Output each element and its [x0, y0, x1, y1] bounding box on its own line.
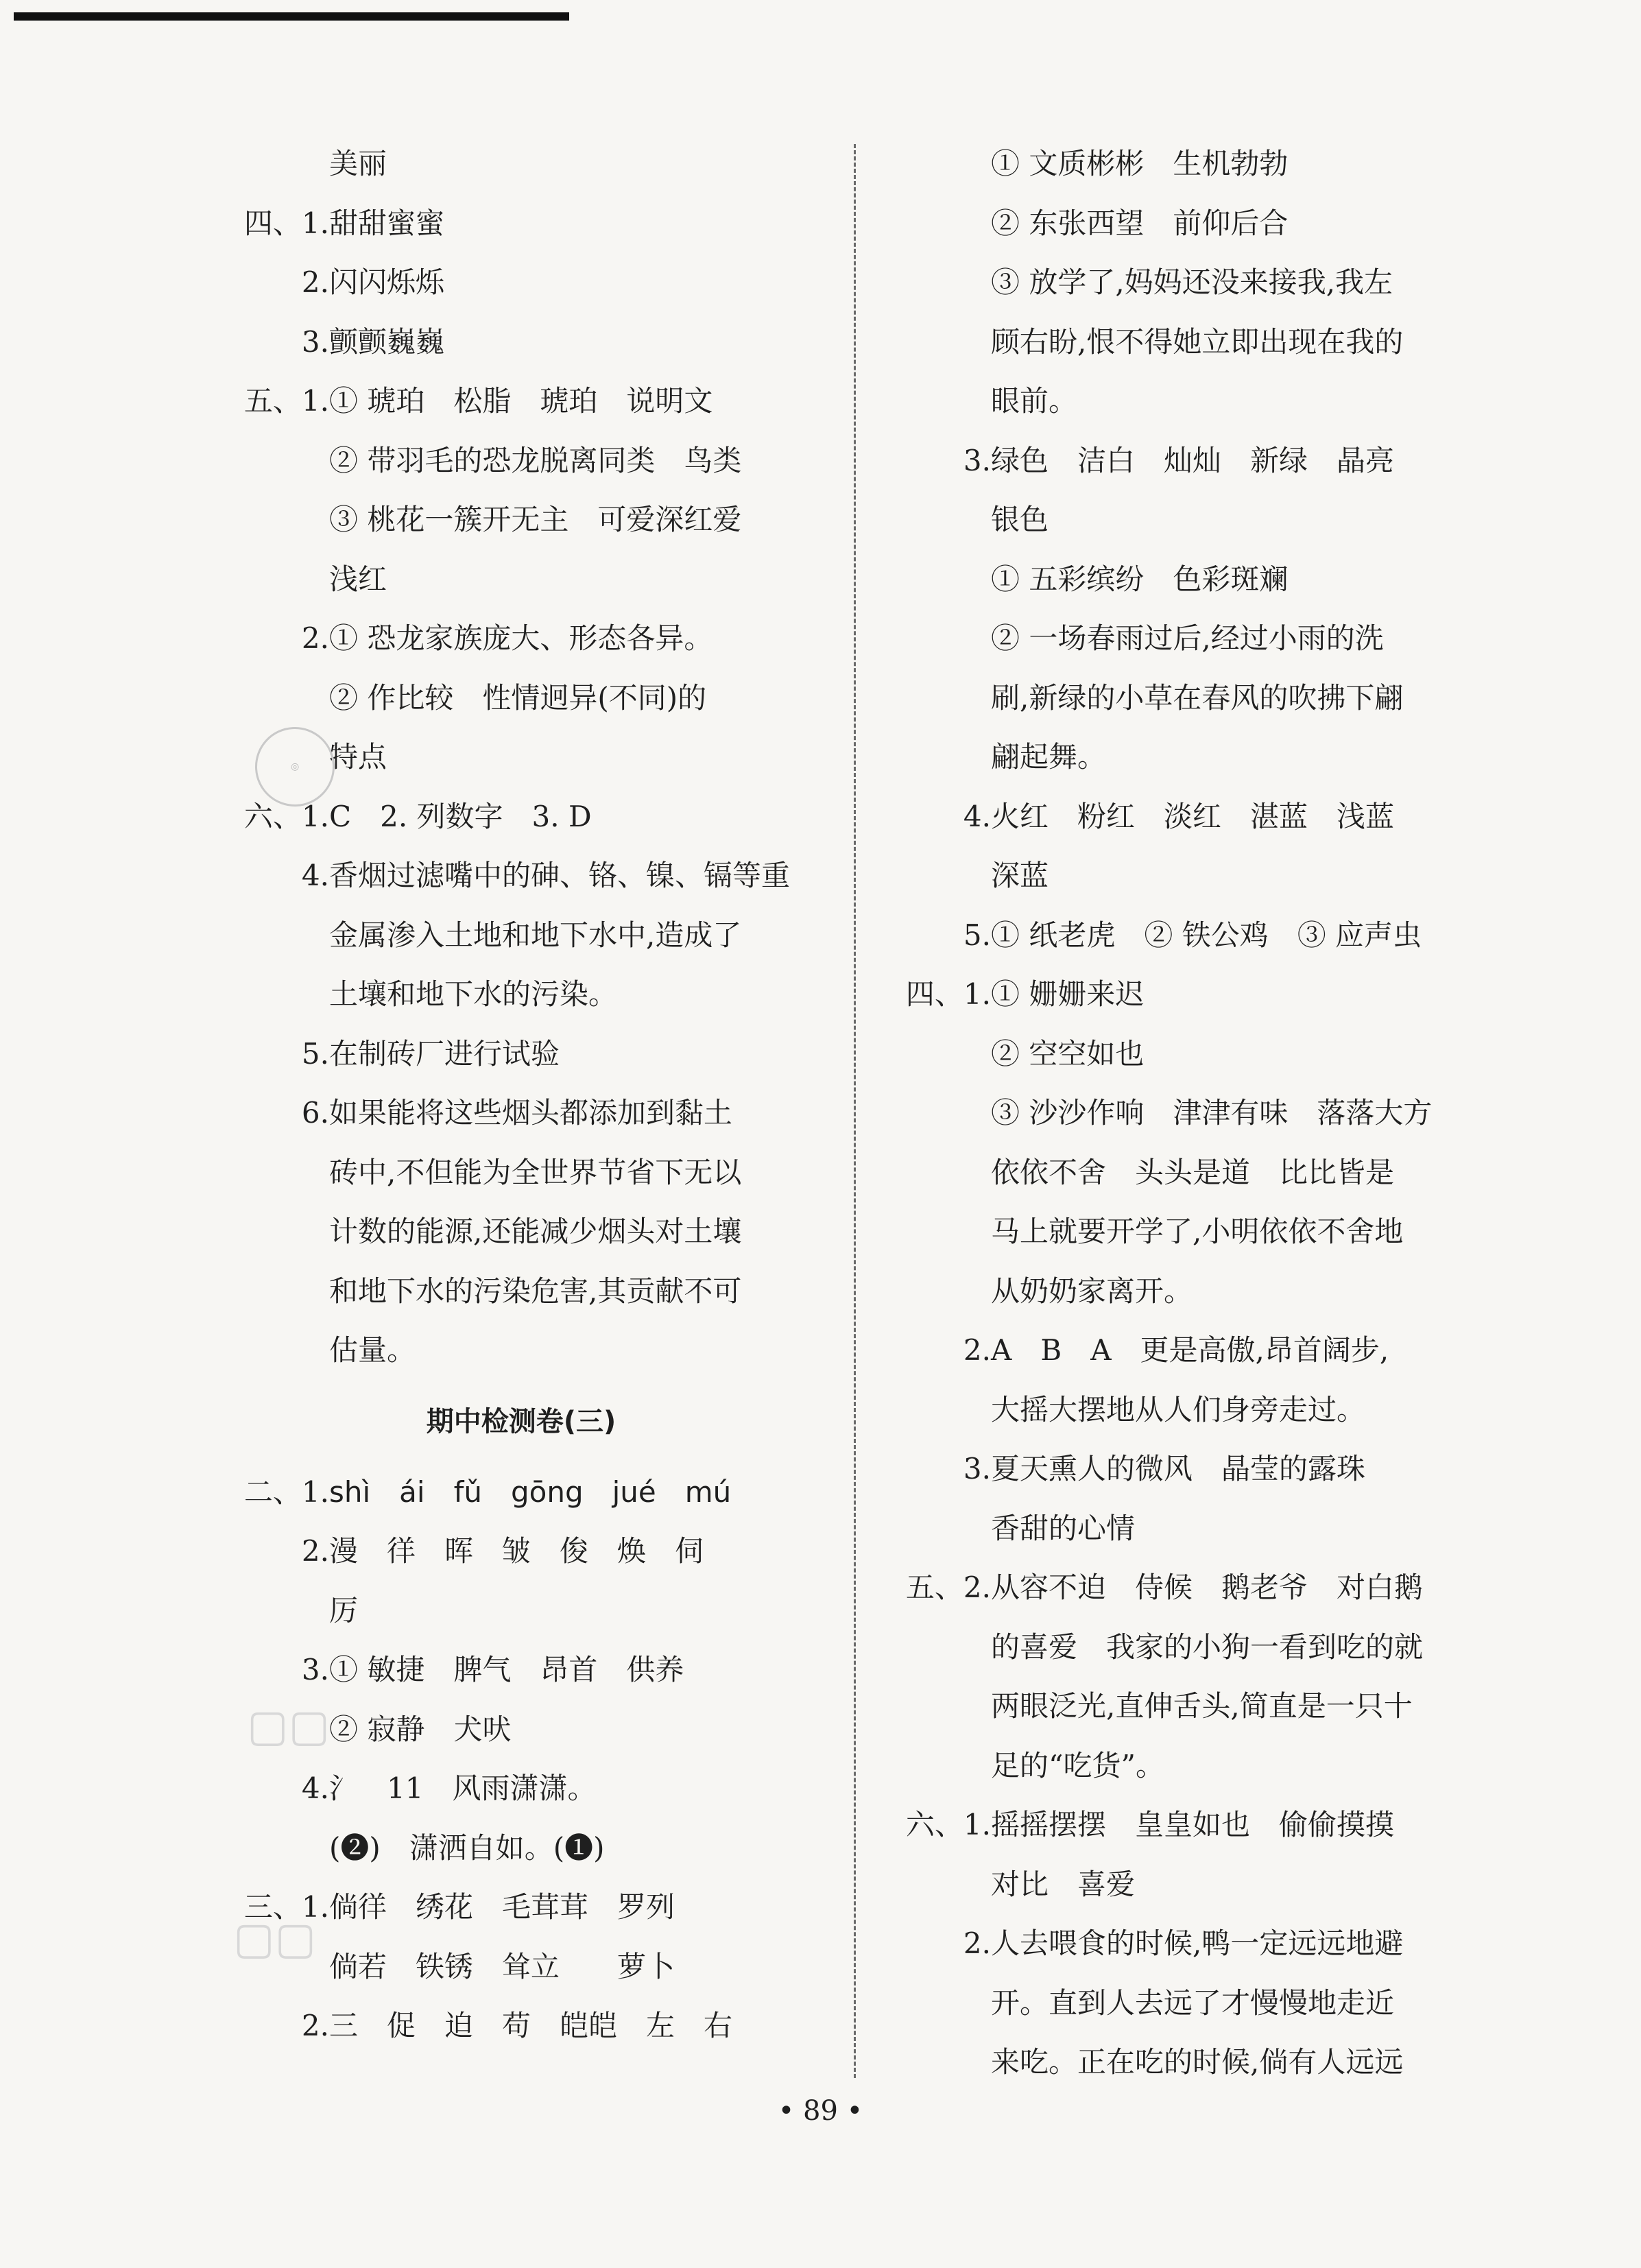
- answer-line: [888, 194, 1546, 254]
- answer-line: [226, 1759, 885, 1819]
- answer-text: ③ 沙沙作响 津津有味 落落大方: [991, 1096, 1433, 1130]
- answer-text: 倘徉 绣花 毛茸茸 罗列: [329, 1890, 675, 1924]
- answer-text: 依依不舍 头头是道 比比皆是: [991, 1155, 1395, 1189]
- answer-text: 倘若 铁锈 耸立 萝卜: [329, 1949, 675, 1983]
- answer-text: 闪闪烁烁: [329, 265, 445, 299]
- item-number: 六、1.: [243, 799, 329, 833]
- item-number: 2.: [963, 1926, 991, 1960]
- answer-text: ① 文质彬彬 生机勃勃: [991, 147, 1289, 180]
- item-number: 3.: [963, 443, 991, 477]
- item-number: 4.: [963, 799, 991, 833]
- answer-text: 砖中,不但能为全世界节省下无以: [329, 1155, 742, 1189]
- answer-text: 特点: [329, 740, 387, 774]
- answer-text: ② 一场春雨过后,经过小雨的洗: [991, 621, 1384, 655]
- answer-line: [226, 1084, 885, 1143]
- top-rule: [14, 12, 569, 21]
- answer-text: 足的“吃货”。: [991, 1748, 1164, 1782]
- answer-line: [888, 1736, 1546, 1796]
- answer-line: [888, 1025, 1546, 1084]
- answer-text: ② 寂静 犬吠: [329, 1712, 512, 1746]
- answer-line: [888, 253, 1546, 313]
- answer-text: 三 促 迫 苟 皑皑 左 右: [329, 2009, 733, 2042]
- answer-line: [226, 194, 885, 254]
- answer-line: [888, 1262, 1546, 1322]
- answer-text: 从容不迫 侍候 鹅老爷 对白鹅: [991, 1571, 1424, 1604]
- answer-text: 人去喂食的时候,鸭一定远远地避: [991, 1926, 1404, 1960]
- answer-line: [226, 550, 885, 610]
- answer-text: 漫 徉 晖 皱 俊 焕 伺: [329, 1534, 704, 1568]
- answer-line: [888, 372, 1546, 431]
- answer-text: 如果能将这些烟头都添加到黏土: [329, 1096, 733, 1130]
- answer-line: [226, 846, 885, 906]
- answer-text: 氵 11 风雨潇潇。: [329, 1771, 597, 1805]
- item-number: 四、1.: [243, 206, 329, 240]
- answer-text: 估量。: [329, 1333, 416, 1367]
- item-number: 2.: [301, 265, 329, 299]
- answer-text: 火红 粉红 淡红 湛蓝 浅蓝: [991, 799, 1395, 833]
- answer-line: [226, 1996, 885, 2056]
- answer-text: 银色: [991, 503, 1049, 536]
- page-number: • 89 •: [778, 2095, 863, 2127]
- left-column: [226, 134, 885, 2056]
- answer-line: [888, 1084, 1546, 1143]
- answer-line: [226, 431, 885, 491]
- item-number: 3.: [301, 1653, 329, 1686]
- answer-line: [226, 372, 885, 431]
- item-number: 5.: [963, 918, 991, 952]
- answer-text: 的喜爱 我家的小狗一看到吃的就: [991, 1630, 1424, 1664]
- answer-line: [226, 1878, 885, 1937]
- answer-line: [888, 313, 1546, 372]
- answer-line: [888, 2033, 1546, 2092]
- answer-line: [226, 1581, 885, 1641]
- answer-text: 顾右盼,恨不得她立即出现在我的: [991, 324, 1404, 359]
- answer-line: [888, 1618, 1546, 1678]
- answer-text: ① 琥珀 松脂 琥珀 说明文: [329, 384, 713, 418]
- item-number: 四、1.: [905, 977, 991, 1011]
- item-number: 2.: [301, 2009, 329, 2042]
- answer-line: [888, 1677, 1546, 1736]
- answer-line: [226, 1321, 885, 1381]
- item-number: 2.: [301, 1534, 329, 1568]
- answer-line: [226, 313, 885, 372]
- answer-text: 翩起舞。: [991, 740, 1107, 774]
- answer-text: 颤颤巍巍: [329, 324, 445, 359]
- answer-text: A B A 更是高傲,昂首阔步,: [991, 1333, 1389, 1367]
- answer-text: 摇摇摆摆 皇皇如也 偷偷摸摸: [991, 1808, 1395, 1841]
- answer-text: 和地下水的污染危害,其贡献不可: [329, 1274, 742, 1308]
- answer-text: ② 东张西望 前仰后合: [991, 206, 1289, 240]
- answer-line: [226, 134, 885, 194]
- column-divider: [854, 144, 856, 2078]
- answer-text: 甜甜蜜蜜: [329, 206, 445, 240]
- item-number: 二、1.: [243, 1475, 329, 1509]
- answer-line: [226, 669, 885, 728]
- answer-line: [888, 1381, 1546, 1440]
- answer-line: [226, 1522, 885, 1581]
- answer-text: 对比 喜爱: [991, 1867, 1136, 1901]
- answer-line: [226, 1463, 885, 1523]
- item-number: 3.: [301, 324, 329, 359]
- stamp-mark-icon: ◎: [242, 714, 348, 820]
- answer-line: [226, 1262, 885, 1322]
- answer-text: ① 姗姗来迟: [991, 977, 1145, 1011]
- answer-text: 厉: [329, 1593, 359, 1627]
- answer-line: [226, 490, 885, 550]
- answer-line: [888, 1202, 1546, 1262]
- answer-line: [888, 550, 1546, 610]
- answer-line: [888, 1795, 1546, 1855]
- item-number: 2.: [301, 621, 329, 655]
- answer-line: [888, 906, 1546, 966]
- answer-text: 深蓝: [991, 859, 1049, 892]
- answer-line: [888, 431, 1546, 491]
- item-number: 三、1.: [243, 1890, 329, 1924]
- answer-line: [888, 1974, 1546, 2033]
- answer-text: 浅红: [329, 562, 387, 596]
- item-number: 2.: [963, 1333, 991, 1367]
- answer-line: [226, 1202, 885, 1262]
- answer-text: 美丽: [329, 147, 387, 180]
- answer-text: 两眼泛光,直伸舌头,简直是一只十: [991, 1689, 1413, 1723]
- answer-text: ② 作比较 性情迥异(不同)的: [329, 680, 707, 715]
- answer-line: [888, 965, 1546, 1025]
- item-number: 6.: [301, 1096, 329, 1130]
- answer-text: ② 空空如也: [991, 1036, 1145, 1071]
- item-number: 5.: [301, 1036, 329, 1071]
- answer-line: [888, 1558, 1546, 1618]
- section-title: 期中检测卷(三): [426, 1405, 616, 1437]
- answer-text: ① 五彩缤纷 色彩斑斓: [991, 562, 1289, 596]
- answer-line: [888, 846, 1546, 906]
- answer-line: [888, 1499, 1546, 1559]
- answer-line: [888, 1855, 1546, 1915]
- answer-line: [226, 1819, 885, 1878]
- answer-text: (❷) 潇洒自如。(❶): [329, 1830, 605, 1865]
- answer-text: 土壤和地下水的污染。: [329, 977, 618, 1011]
- answer-text: 马上就要开学了,小明依依不舍地: [991, 1215, 1404, 1248]
- answer-text: shì ái fǔ gōng jué mú: [329, 1475, 732, 1509]
- item-number: 五、2.: [905, 1571, 991, 1604]
- answer-text: 香烟过滤嘴中的砷、铬、镍、镉等重: [329, 859, 791, 892]
- answer-line: [226, 1937, 885, 1997]
- answer-line: [888, 728, 1546, 787]
- answer-line: [888, 1321, 1546, 1381]
- item-number: 3.: [963, 1452, 991, 1485]
- answer-line: [888, 1914, 1546, 1974]
- answer-text: 绿色 洁白 灿灿 新绿 晶亮: [991, 443, 1395, 477]
- answer-text: 刷,新绿的小草在春风的吹拂下翩: [991, 680, 1404, 715]
- answer-line: [888, 1143, 1546, 1203]
- item-number: 4.: [301, 1771, 329, 1805]
- answer-text: 从奶奶家离开。: [991, 1274, 1193, 1308]
- answer-line: [226, 1025, 885, 1084]
- answer-text: ① 纸老虎 ② 铁公鸡 ③ 应声虫: [991, 918, 1422, 952]
- answer-line: [226, 1640, 885, 1700]
- answer-line: [888, 669, 1546, 728]
- item-number: 六、1.: [905, 1808, 991, 1841]
- answer-text: 来吃。正在吃的时候,倘有人远远: [991, 2045, 1404, 2079]
- answer-text: ③ 桃花一簇开无主 可爱深红爱: [329, 503, 742, 536]
- answer-line: [888, 1440, 1546, 1499]
- watermark-icon: ▢▢: [247, 1701, 330, 1752]
- item-number: 五、1.: [243, 384, 329, 418]
- answer-text: 计数的能源,还能减少烟头对土壤: [329, 1215, 742, 1248]
- answer-line: [226, 787, 885, 847]
- answer-text: C 2. 列数字 3. D: [329, 799, 592, 833]
- answer-line: [888, 134, 1546, 194]
- answer-text: 眼前。: [991, 384, 1078, 418]
- answer-text: 开。直到人去远了才慢慢地走近: [991, 1985, 1395, 2020]
- right-column: [888, 134, 1546, 2092]
- answer-text: ① 敏捷 脾气 昂首 供养: [329, 1653, 684, 1686]
- watermark-icon: ▢▢: [233, 1913, 316, 1964]
- answer-line: [888, 787, 1546, 847]
- answer-line: [226, 906, 885, 966]
- answer-text: 大摇大摆地从人们身旁走过。: [991, 1392, 1366, 1427]
- answer-text: 香甜的心情: [991, 1511, 1136, 1545]
- answer-line: [888, 490, 1546, 550]
- answer-text: ② 带羽毛的恐龙脱离同类 鸟类: [329, 443, 742, 477]
- answer-text: 金属渗入土地和地下水中,造成了: [329, 918, 742, 952]
- answer-line: [226, 965, 885, 1025]
- answer-text: ③ 放学了,妈妈还没来接我,我左: [991, 265, 1393, 299]
- answer-line: [226, 609, 885, 669]
- answer-text: 在制砖厂进行试验: [329, 1036, 560, 1071]
- answer-line: [226, 1143, 885, 1203]
- item-number: 4.: [301, 859, 329, 892]
- answer-text: 夏天熏人的微风 晶莹的露珠: [991, 1452, 1366, 1485]
- answer-line: [888, 609, 1546, 669]
- answer-text: ① 恐龙家族庞大、形态各异。: [329, 621, 713, 655]
- answer-line: [226, 253, 885, 313]
